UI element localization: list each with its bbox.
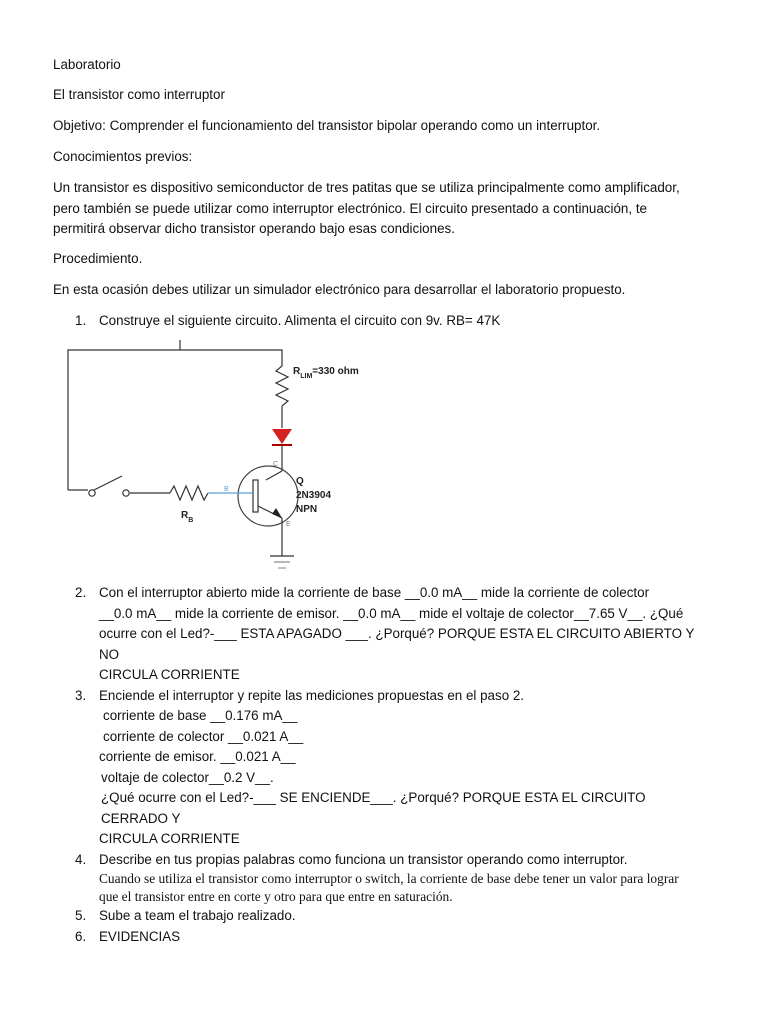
- rb-label: R: [181, 510, 189, 521]
- step-text: Sube a team el trabajo realizado.: [99, 908, 296, 923]
- doc-header: Laboratorio: [53, 57, 121, 72]
- step-6: [53, 927, 713, 948]
- step-5: [53, 906, 713, 927]
- procedure-heading: Procedimiento.: [53, 251, 143, 266]
- emitter-pin-label: E: [286, 521, 291, 528]
- steps-list-b: [53, 583, 713, 947]
- switch-contact-right: [123, 490, 129, 496]
- step-text: CIRCULA CORRIENTE: [99, 831, 240, 846]
- svg-text:RLIM=330 ohm: [293, 366, 359, 380]
- step-1: [53, 311, 713, 332]
- rlim-label: R: [293, 366, 301, 377]
- step-number: 2.: [75, 585, 87, 600]
- rlim-sub: LIM: [300, 373, 313, 380]
- prior-line: Un transistor es dispositivo semiconductor de tres patitas que se utiliza principalmente como amplificador,: [53, 180, 680, 195]
- transistor-body: [238, 466, 298, 526]
- measurement-collector-voltage: voltaje de colector__0.2 V__.: [101, 769, 274, 785]
- measurement-base-current: corriente de base __0.176 mA__: [103, 708, 298, 723]
- emitter-arrow: [272, 508, 282, 518]
- transistor-ref: Q: [296, 476, 304, 487]
- rb-resistor: [170, 486, 208, 500]
- prior-line: pero también se puede utilizar como interruptor electrónico. El circuito presentado a continuación, te: [53, 200, 647, 216]
- switch-contact-left: [89, 490, 95, 496]
- steps-list-a: [53, 311, 713, 332]
- transistor-part: 2N3904: [296, 490, 332, 501]
- collector-pin-label: C: [273, 461, 279, 468]
- step-number: 3.: [75, 687, 87, 703]
- step-text: ¿Qué ocurre con el Led?-___ SE ENCIENDE___. ¿Porqué? PORQUE ESTA EL CIRCUITO CERRADO Y: [101, 790, 646, 826]
- step-text: EVIDENCIAS: [99, 928, 181, 944]
- step-number: 5.: [75, 908, 87, 923]
- led-triangle: [272, 429, 292, 444]
- step-text: __0.0 mA__ mide la corriente de emisor. __0.0 mA__ mide el voltaje de colector__7.65 V__. ¿Qué: [99, 605, 684, 621]
- rlim-value: =330 ohm: [312, 366, 359, 377]
- step-4: [53, 850, 713, 907]
- circuit-diagram: [60, 338, 420, 578]
- measurement-emitter-current: corriente de emisor. __0.021 A__: [99, 749, 296, 764]
- svg-text:RB: [181, 510, 193, 524]
- prior-paragraph: [53, 178, 713, 240]
- step-number: 4.: [75, 851, 87, 867]
- prior-line: permitirá observar dicho transistor operando bajo esas condiciones.: [53, 221, 455, 236]
- objective: Objetivo: Comprender el funcionamiento del transistor bipolar operando como un interruptor.: [53, 118, 601, 133]
- wire-collector: [266, 471, 282, 480]
- rb-sub: B: [188, 517, 194, 524]
- procedure-text: En esta ocasión debes utilizar un simulador electrónico para desarrollar el laboratorio propuesto.: [53, 282, 626, 297]
- step-text: Enciende el interruptor y repite las mediciones propuestas en el paso 2.: [99, 687, 525, 703]
- step-text: Construye el siguiente circuito. Alimenta el circuito con 9v. RB= 47K: [99, 313, 501, 328]
- doc-title: El transistor como interruptor: [53, 87, 225, 102]
- rlim-resistor: [276, 366, 288, 406]
- base-pin-label: B: [224, 486, 229, 493]
- transistor-base-bar: [253, 480, 258, 512]
- step-2: [53, 583, 713, 686]
- wire-top: [68, 350, 282, 490]
- step-text: Describe en tus propias palabras como funciona un transistor operando como interruptor.: [99, 851, 628, 867]
- transistor-type: NPN: [296, 504, 318, 515]
- step-text: ocurre con el Led?-___ ESTA APAGADO ___. ¿Porqué? PORQUE ESTA EL CIRCUITO ABIERTO Y NO: [99, 626, 695, 662]
- step-text: Con el interruptor abierto mide la corriente de base __0.0 mA__ mide la corriente de colector: [99, 585, 650, 600]
- switch-lever: [94, 476, 122, 490]
- step-number: 6.: [75, 928, 87, 944]
- step-3: [53, 686, 713, 850]
- answer-line: Cuando se utiliza el transistor como interruptor o switch, la corriente de base debe tener un valor para lograr: [99, 871, 679, 886]
- answer-line: que el transistor entre en corte y otro para que entre en saturación.: [99, 889, 453, 904]
- prior-heading: Conocimientos previos:: [53, 149, 193, 164]
- step-number: 1.: [75, 313, 87, 328]
- measurement-collector-current: corriente de colector __0.021 A__: [103, 728, 304, 744]
- step-text: CIRCULA CORRIENTE: [99, 667, 240, 682]
